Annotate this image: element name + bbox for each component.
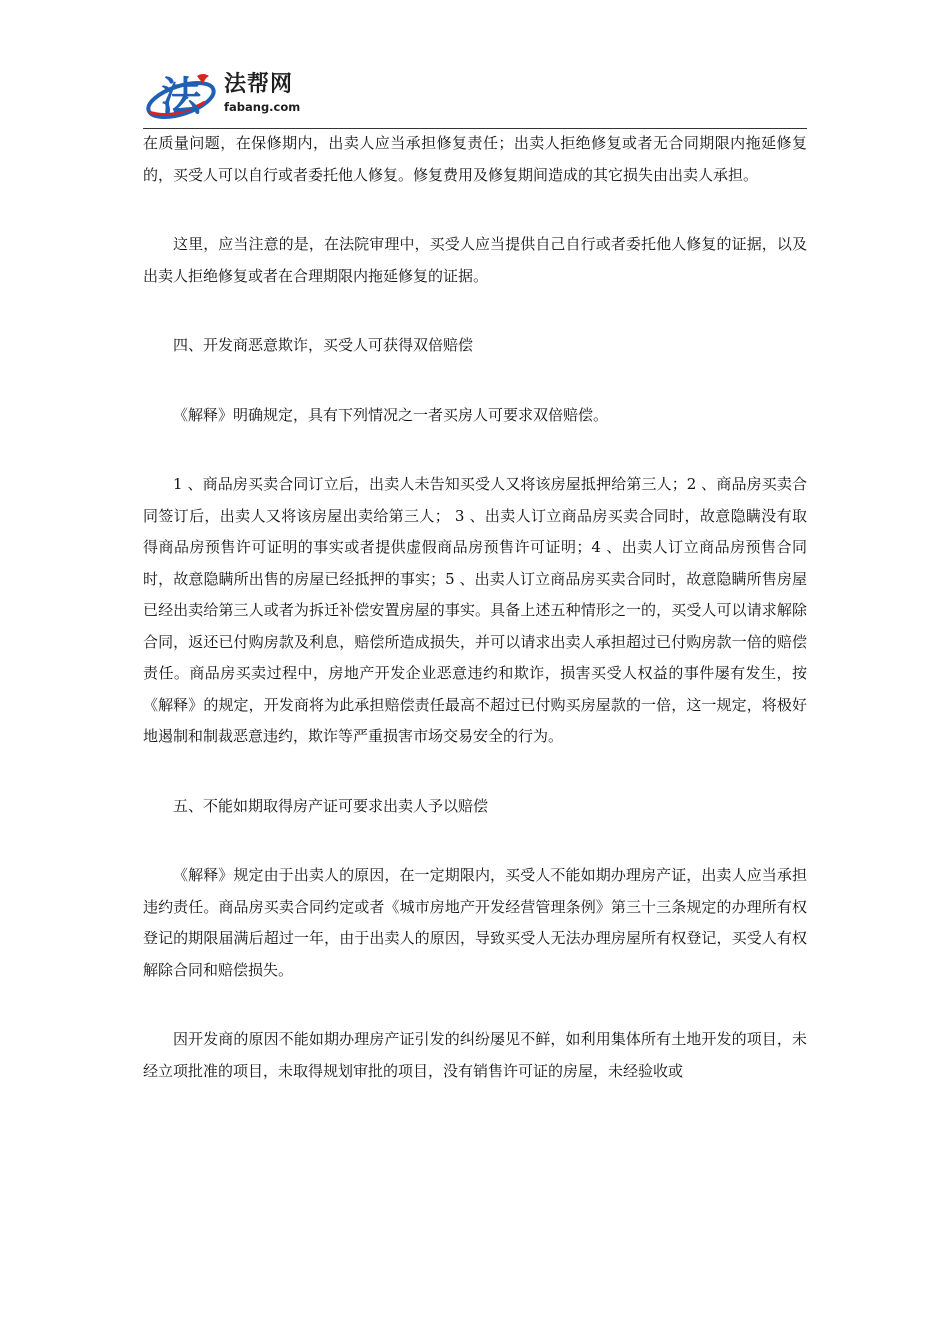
- fabang-logo-icon: [143, 62, 223, 124]
- paragraph-continued: 在质量问题，在保修期内，出卖人应当承担修复责任；出卖人拒绝修复或者无合同期限内拖延修复的，买受人可以自行或者委托他人修复。修复费用及修复期间造成的其它损失由出卖人承担。: [143, 134, 807, 184]
- paragraph: 1 、商品房买卖合同订立后，出卖人未告知买受人又将该房屋抵押给第三人；2 、商品房买卖合同签订后，出卖人又将该房屋出卖给第三人； 3 、出卖人订立商品房买卖合同时，故意隐瞒没有取得商品房预售许可证明的事实或者提供虚假商品房预售许可证明；4 、出卖人订立商品房预售合同时，故意隐瞒所出售的房屋已经抵押的事实；5 、出卖人订立商品房买卖合同时，故意隐瞒所售房屋已经出卖给第三人或者为拆迁补偿安置房屋的事实。具备上述五种情形之一的，买受人可以请求解除合同，返还已付购房款及利息，赔偿所造成损失，并可以请求出卖人承担超过已付购房款一倍的赔偿责任。商品房买卖过程中，房地产开发企业恶意违约和欺诈，损害买受人权益的事件屡有发生，按《解释》的规定，开发商将为此承担赔偿责任最高不超过已付购买房屋款的一倍，这一规定，将极好地遏制和制裁恶意违约，欺诈等严重损害市场交易安全的行为。: [143, 475, 807, 745]
- paragraph: 因开发商的原因不能如期办理房产证引发的纠纷屡见不鲜，如利用集体所有土地开发的项目，未经立项批准的项目，未取得规划审批的项目，没有销售许可证的房屋，未经验收或: [143, 1030, 807, 1080]
- logo-name: 法帮网: [224, 72, 294, 97]
- paragraph: 《解释》规定由于出卖人的原因，在一定期限内，买受人不能如期办理房产证，出卖人应当承担违约责任。商品房买卖合同约定或者《城市房地产开发经营管理条例》第三十三条规定的办理所有权登记的期限届满后超过一年，由于出卖人的原因，导致买受人无法办理房屋所有权登记，买受人有权解除合同和赔偿损失。: [143, 866, 807, 979]
- article-body: [143, 128, 807, 1087]
- fabang-logo[interactable]: [143, 60, 423, 126]
- paragraph: 这里，应当注意的是，在法院审理中，买受人应当提供自己自行或者委托他人修复的证据，以及出卖人拒绝修复或者在合理期限内拖延修复的证据。: [143, 235, 807, 285]
- paragraph: 《解释》明确规定，具有下列情况之一者买房人可要求双倍赔偿。: [173, 405, 609, 424]
- section-heading-4: 四、开发商恶意欺诈，买受人可获得双倍赔偿: [173, 336, 474, 354]
- section-heading-5: 五、不能如期取得房产证可要求出卖人予以赔偿: [173, 796, 489, 815]
- logo-domain: fabang.com: [224, 100, 301, 114]
- svg-text:法: 法: [161, 73, 201, 120]
- page-header: [143, 60, 807, 130]
